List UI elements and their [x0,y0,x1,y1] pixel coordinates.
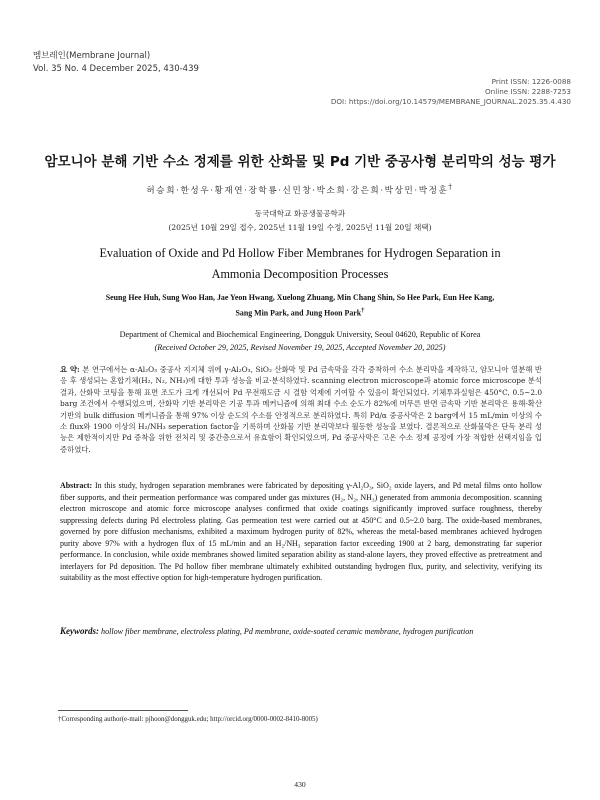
english-title [50,243,550,285]
keywords-label: Keywords: [60,626,99,636]
english-abstract [60,480,542,584]
print-issn: Print ISSN: 1226-0088 [491,77,571,86]
english-abstract-text: In this study, hydrogen separation membranes were fabricated by depositing γ-Al₂O₃, SiO₂ oxide layers, and Pd metal films onto hollow fiber supports, and their permeation performance was compared under gas mixtures (H₂, N₂, NH₃) generated from ammonia decomposition. scanning electron microscope and atomic force microscope analyses confirmed that oxide coatings significantly improved surface roughness, thereby suppressing defects during Pd electroless plating. Gas permeation test were carried out at 450°C and 0.5~2.0 barg. The oxide-based membranes, governed by pore diffusion mechanisms, exhibited a maximum hydrogen purity of 82%, whereas the metal-based membranes achieved hydrogen purity above 97% with a hydrogen flux of 15 mL/min and an H₂/NH₃ separation factor exceeding 1900 at 2 barg, demonstrating far superior performance. In conclusion, while oxide membranes showed limited separation ability as stand-alone layers, they proved effective as pretreatment and interlayers for Pd deposition. The Pd hollow fiber membrane ultimately exhibited outstanding hydrogen flux, purity, and selectivity, verifying its suitability as the most effective option for high-temperature hydrogen purification. [60,481,543,582]
journal-name: 멤브레인(Membrane Journal) [33,51,151,61]
page-number: 430 [294,780,306,789]
korean-abstract-label: 요 약: [60,365,80,374]
journal-volume: Vol. 35 No. 4 December 2025, 430-439 [33,64,199,74]
english-corresponding-mark: † [361,306,365,314]
korean-author-list: 허승희·한성우·황재연·장학룡·신민창·박소희·강은희·박상민·박정훈 [146,185,449,196]
doi-link[interactable]: DOI: https://doi.org/10.14579/MEMBRANE_JOURNAL.2025.35.4.430 [330,97,571,106]
english-authors-line-2: Sang Min Park, and Jung Hoon Park† [235,306,365,318]
korean-abstract-text: 본 연구에서는 α-Al₂O₃ 중공사 지지체 위에 γ-Al₂O₃, SiO₂ 산화막 및 Pd 금속막을 각각 증착하여 수소 분리막을 제작하고, 암모니아 열분해 반응 후 생성되는 혼합기체(H₂, N₂, NH₃)에 대한 투과 성능을 비교·분석하였다. scanning electron microscope과 atomic force microscope 분석 결과, 산화막 코팅을 통해 표면 조도가 크게 개선되어 Pd 무전해도금 시 결함 억제에 기여할 수 있음이 확인되었다. 기체투과실험은 450°C, 0.5~2.0 barg 조건에서 수행되었으며, 산화막 기반 분리막은 기공 투과 메커니즘에 의해 최대 수소 순도가 82%에 머무른 반면 금속막 기반 분리막은 용해-확산 기반의 bulk diffusion 메커니즘을 통해 97% 이상 순도의 수소를 안정적으로 분리하였다. 특히 Pd/α 중공사막은 2 barg에서 15 mL/min 이상의 수소 flux와 1900 이상의 H₂/NH₃ seperation factor을 기록하며 산화물 기반 분리막보다 월등한 성능을 보였다. 결론적으로 산화물막은 단독 분리 성능은 제한적이지만 Pd 증착을 위한 전처리 및 중간층으로서 유효함이 확인되었으며, Pd 중공사막은 고온 수소 정제 공정에 가장 적합한 선택지임을 입증하였다. [60,365,542,454]
journal-header [33,50,199,76]
online-issn: Online ISSN: 2288-7253 [485,87,571,96]
korean-affiliation: 동국대학교 화공생물공학과 [254,209,346,218]
issn-block [331,77,571,107]
english-title-line-1: Evaluation of Oxide and Pd Hollow Fiber Membranes for Hydrogen Separation in [99,246,501,260]
korean-authors [0,182,600,196]
corresponding-mark: † [448,182,454,191]
english-affiliation: Department of Chemical and Biochemical Engineering, Dongguk University, Seoul 04620, Republic of Korea [119,330,481,339]
english-authors-line-1: Seung Hee Huh, Sung Woo Han, Jae Yeon Hwang, Xuelong Zhuang, Min Chang Shin, So Hee Park, Eun Hee Kang, [105,293,495,302]
footnote-divider [58,710,188,711]
english-title-line-2: Ammonia Decomposition Processes [211,267,389,281]
korean-dates: (2025년 10월 29일 접수, 2025년 11월 19일 수정, 2025년 11월 20일 채택) [168,223,432,232]
korean-abstract [60,364,542,455]
korean-title: 암모니아 분해 기반 수소 정제를 위한 산화물 및 Pd 기반 중공사형 분리막의 성능 평가 [44,154,556,170]
keywords-text: hollow fiber membrane, electroless plating, Pd membrane, oxide-soated ceramic membrane, hydrogen purification [101,627,474,636]
english-authors [40,292,560,320]
keywords [60,626,542,638]
english-abstract-label: Abstract: [60,481,93,490]
english-dates: (Received October 29, 2025, Revised November 19, 2025, Accepted November 20, 2025) [154,343,446,352]
footnote: †Corresponding author(e-mail: pjhoon@dongguk.edu; http://orcid.org/0000-0002-8410-8005) [58,716,318,723]
